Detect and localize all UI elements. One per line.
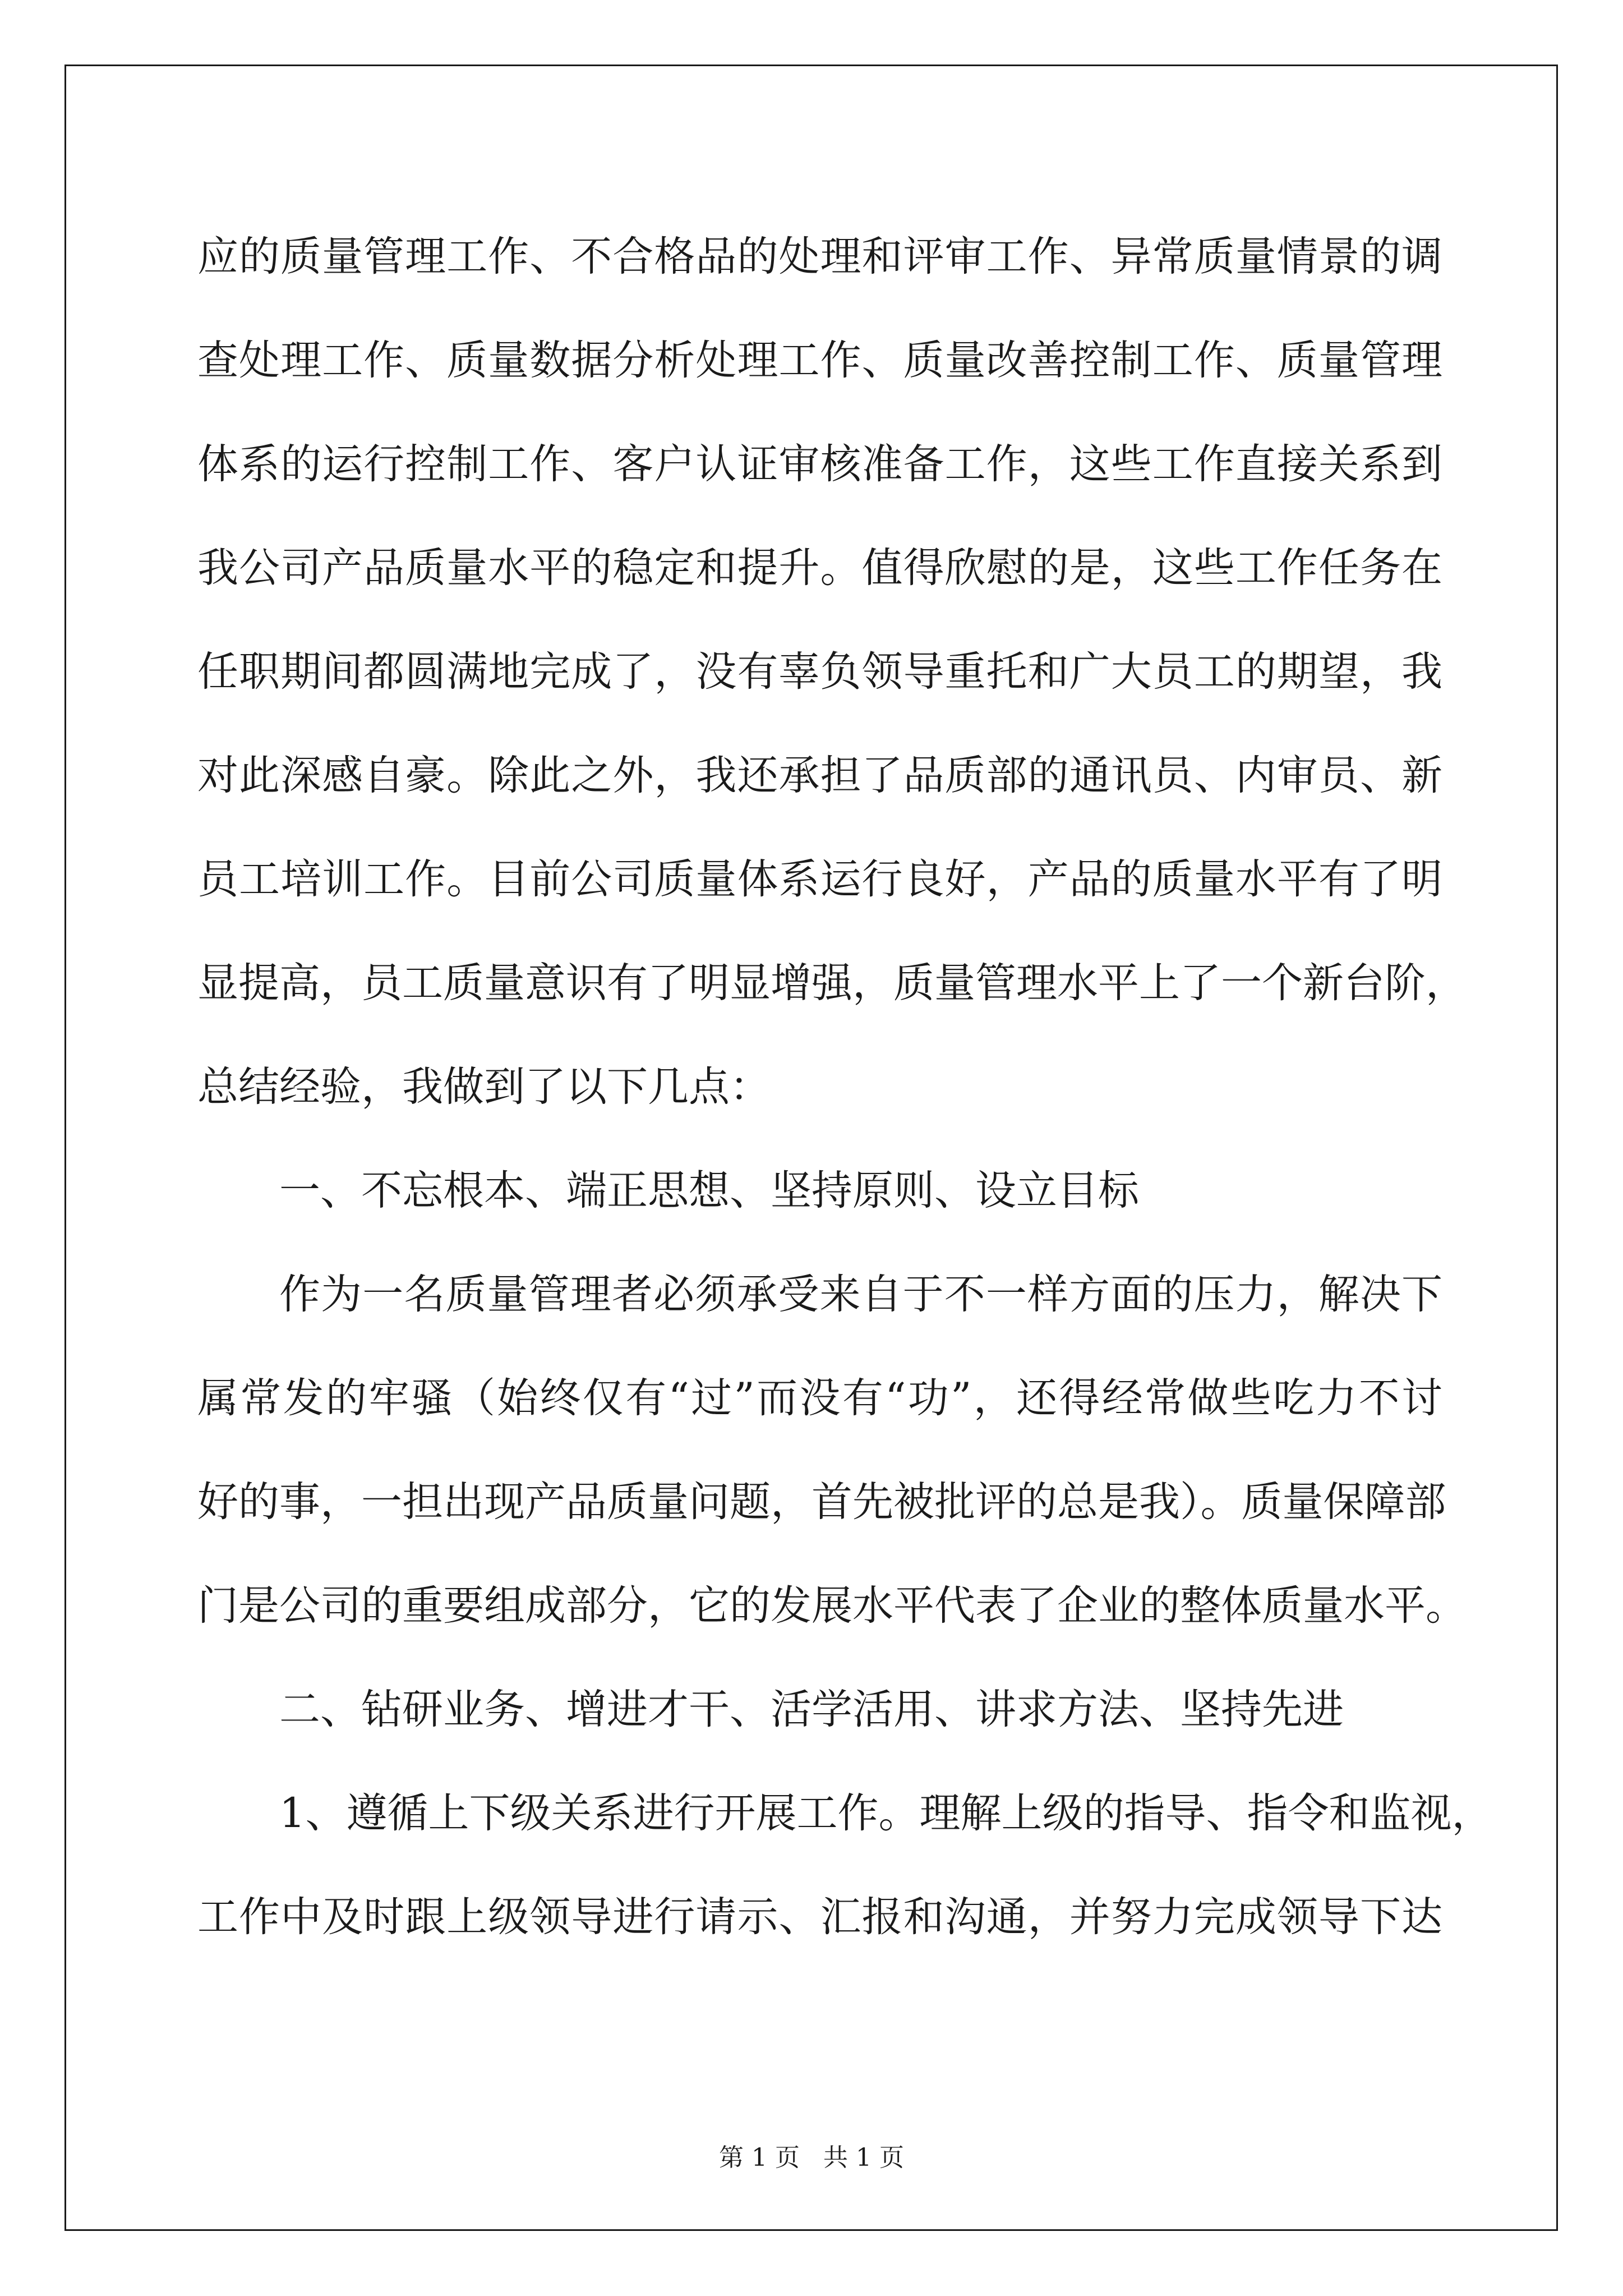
section-heading: 二、钻研业务、增进才干、活学活用、讲求方法、坚持先进 [279,1686,1344,1733]
text-line: 好的事，一担出现产品质量问题，首先被批评的总是我）。质量保障部 [197,1478,1446,1526]
section-heading: 一、不忘根本、端正思想、坚持原则、设立目标 [279,1167,1139,1214]
text-line: 体系的运行控制工作、客户认证审核准备工作，这些工作直接关系到 [197,440,1442,488]
text-line: 总结经验，我做到了以下几点： [197,1063,771,1111]
text-line: 员工培训工作。目前公司质量体系运行良好，产品的质量水平有了明 [197,855,1442,903]
text-line: 工作中及时跟上级领导进行请示、汇报和沟通，并努力完成领导下达 [197,1893,1442,1941]
text-line: 显提高，员工质量意识有了明显增强，质量管理水平上了一个新台阶， [197,959,1467,1007]
text-line: 门是公司的重要组成部分，它的发展水平代表了企业的整体质量水平。 [197,1582,1467,1630]
document-body [197,205,1493,1969]
page-number-footer: 第 1 页 共 1 页 [719,2143,904,2172]
text-line: 任职期间都圆满地完成了，没有辜负领导重托和广大员工的期望，我 [197,648,1442,696]
text-line: 应的质量管理工作、不合格品的处理和评审工作、异常质量情景的调 [197,233,1442,280]
text-line: 查处理工作、质量数据分析处理工作、质量改善控制工作、质量管理 [197,337,1442,384]
text-line: 对此深感自豪。除此之外，我还承担了品质部的通讯员、内审员、新 [197,752,1442,799]
text-line: 属常发的牢骚（始终仅有“过”而没有“功”，还得经常做些吃力不讨 [197,1374,1442,1422]
text-line: 我公司产品质量水平的稳定和提升。值得欣慰的是，这些工作任务在 [197,544,1442,592]
text-line: 作为一名质量管理者必须承受来自于不一样方面的压力，解决下 [279,1271,1442,1318]
text-line: 1、遵循上下级关系进行开展工作。理解上级的指导、指令和监视， [279,1789,1493,1837]
